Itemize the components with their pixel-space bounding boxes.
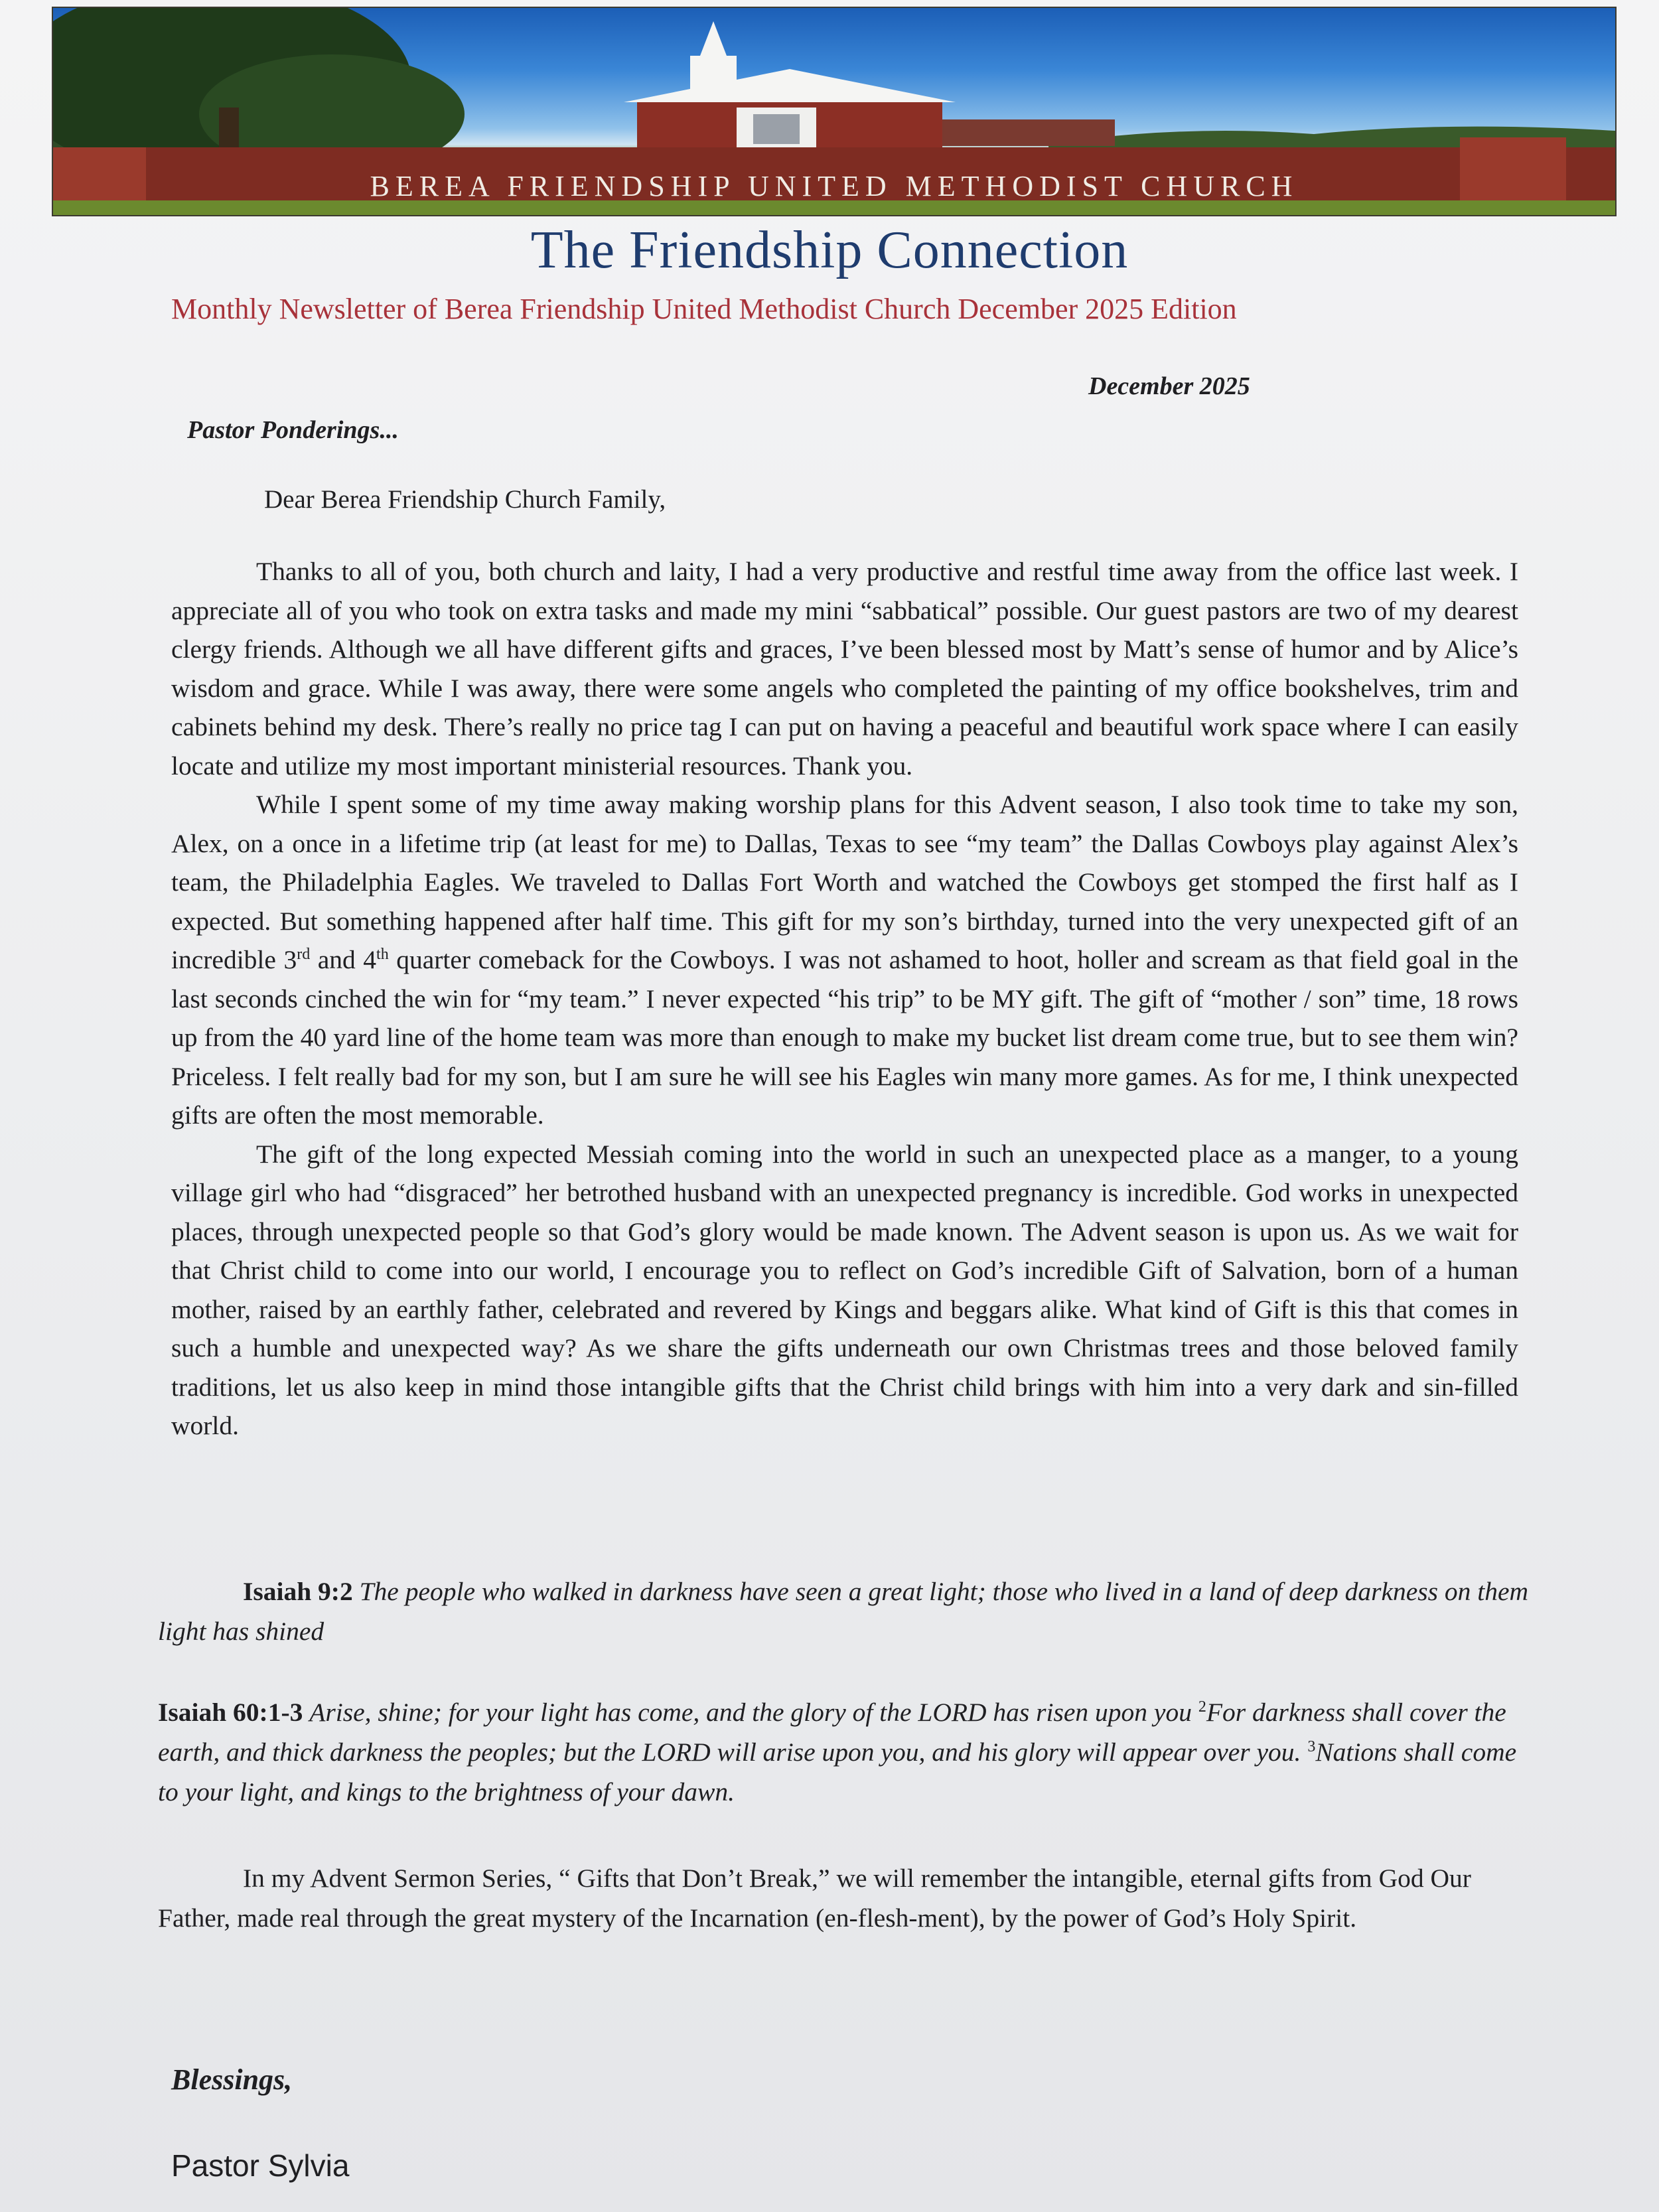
verse-number: 2	[1198, 1698, 1206, 1716]
paragraph: While I spent some of my time away making worship plans for this Advent season, I also took time to take my son, Alex, on a once in a lifetime trip (at least for me) to Dallas, Texas to see “my team” the Dallas Cowboys play against Alex’s team, the Philadelphia Eagles. We traveled to Dallas Fort Worth and watched the Cowboys get stomped the first half as I expected. But something happened after half time. This gift for my son’s birthday, turned into the very unexpected gift of an incredible 3rd and 4th quarter comeback for the Cowboys. I was not ashamed to hoot, holler and scream as that field goal in the last seconds cinched the win for “my team.” I never expected “his trip” to be MY gift. The gift of “mother / son” time, 18 rows up from the 40 yard line of the home team was more than enough to make my bucket list dream come true, but to see them win? Priceless. I felt really bad for my son, but I am sure he will see his Eagles win many more games. As for me, I think unexpected gifts are often the most memorable.	[171, 790, 1518, 1130]
section-heading: Pastor Ponderings...	[187, 416, 399, 444]
salutation: Dear Berea Friendship Church Family,	[264, 485, 666, 514]
paragraph: Thanks to all of you, both church and laity, I had a very productive and restful time away from the office last week. I appreciate all of you who took on extra tasks and made my mini “sabbatical” possible. Our guest pastors are two of my dearest clergy friends. Although we all have different gifts and graces, I’ve been blessed most by Matt’s sense of humor and by Alice’s wisdom and grace. While I was away, there were some angels who completed the painting of my office bookshelves, trim and cabinets behind my desk. There’s really no price tag I can put on having a peaceful and beautiful work space where I can easily locate and utilize my most important ministerial resources. Thank you.	[171, 557, 1518, 780]
closing: Blessings,	[171, 2063, 293, 2096]
verse-number: 3	[1307, 1737, 1316, 1755]
ordinal-suffix: rd	[297, 945, 311, 963]
newsletter-subtitle: Monthly Newsletter of Berea Friendship United Methodist Church December 2025 Edition	[171, 293, 1237, 325]
paragraph: The gift of the long expected Messiah coming into the world in such an unexpected place as a manger, to a young village girl who had “disgraced” her betrothed husband with an unexpected pregnancy is incredible. God works in unexpected places, through unexpected people so that God’s glory would be made known. The Advent season is upon us. As we wait for that Christ child to come into our world, I encourage you to reflect on God’s incredible Gift of Salvation, born of a human mother, raised by an earthly father, celebrated and revered by Kings and beggars alike. What kind of Gift is this that comes in such a humble and unexpected way? As we share the gifts underneath our own Christmas trees and those beloved family traditions, let us also keep in mind those intangible gifts that the Christ child brings with him into a very dark and sin-filled world.	[171, 1139, 1518, 1440]
scripture-text: Nations shall come to your light, and kings to the brightness of your dawn.	[158, 1737, 1517, 1806]
closing-paragraph: In my Advent Sermon Series, “ Gifts that Don’t Break,” we will remember the intangible, eternal gifts from God Our Father, made real through the great mystery of the Incarnation (en-flesh-ment), by the power of God’s Holy Spirit.	[158, 1864, 1471, 1933]
scripture-isaiah-9-2	[158, 1572, 1538, 1651]
scripture-text: Arise, shine; for your light has come, and the glory of the LORD has risen upon you	[309, 1698, 1192, 1727]
scripture-reference: Isaiah 9:2	[243, 1577, 353, 1606]
newsletter-title: The Friendship Connection	[530, 221, 1129, 279]
scripture-text: The people who walked in darkness have seen a great light; those who lived in a land of deep darkness on them light has shined	[158, 1577, 1529, 1646]
scripture-isaiah-60-1-3	[158, 1692, 1538, 1812]
article-body	[171, 552, 1518, 1445]
church-banner-photo	[52, 7, 1617, 216]
scripture-reference: Isaiah 60:1-3	[158, 1698, 303, 1727]
issue-date: December 2025	[1088, 372, 1250, 400]
scripture-text: For darkness shall cover the earth, and thick darkness the peoples; but the LORD will arise upon you, and his glory will appear over you.	[158, 1698, 1506, 1767]
church-sign-text: BEREA FRIENDSHIP UNITED METHODIST CHURCH	[370, 170, 1299, 202]
signature: Pastor Sylvia	[171, 2148, 350, 2183]
ordinal-suffix: th	[376, 945, 389, 963]
